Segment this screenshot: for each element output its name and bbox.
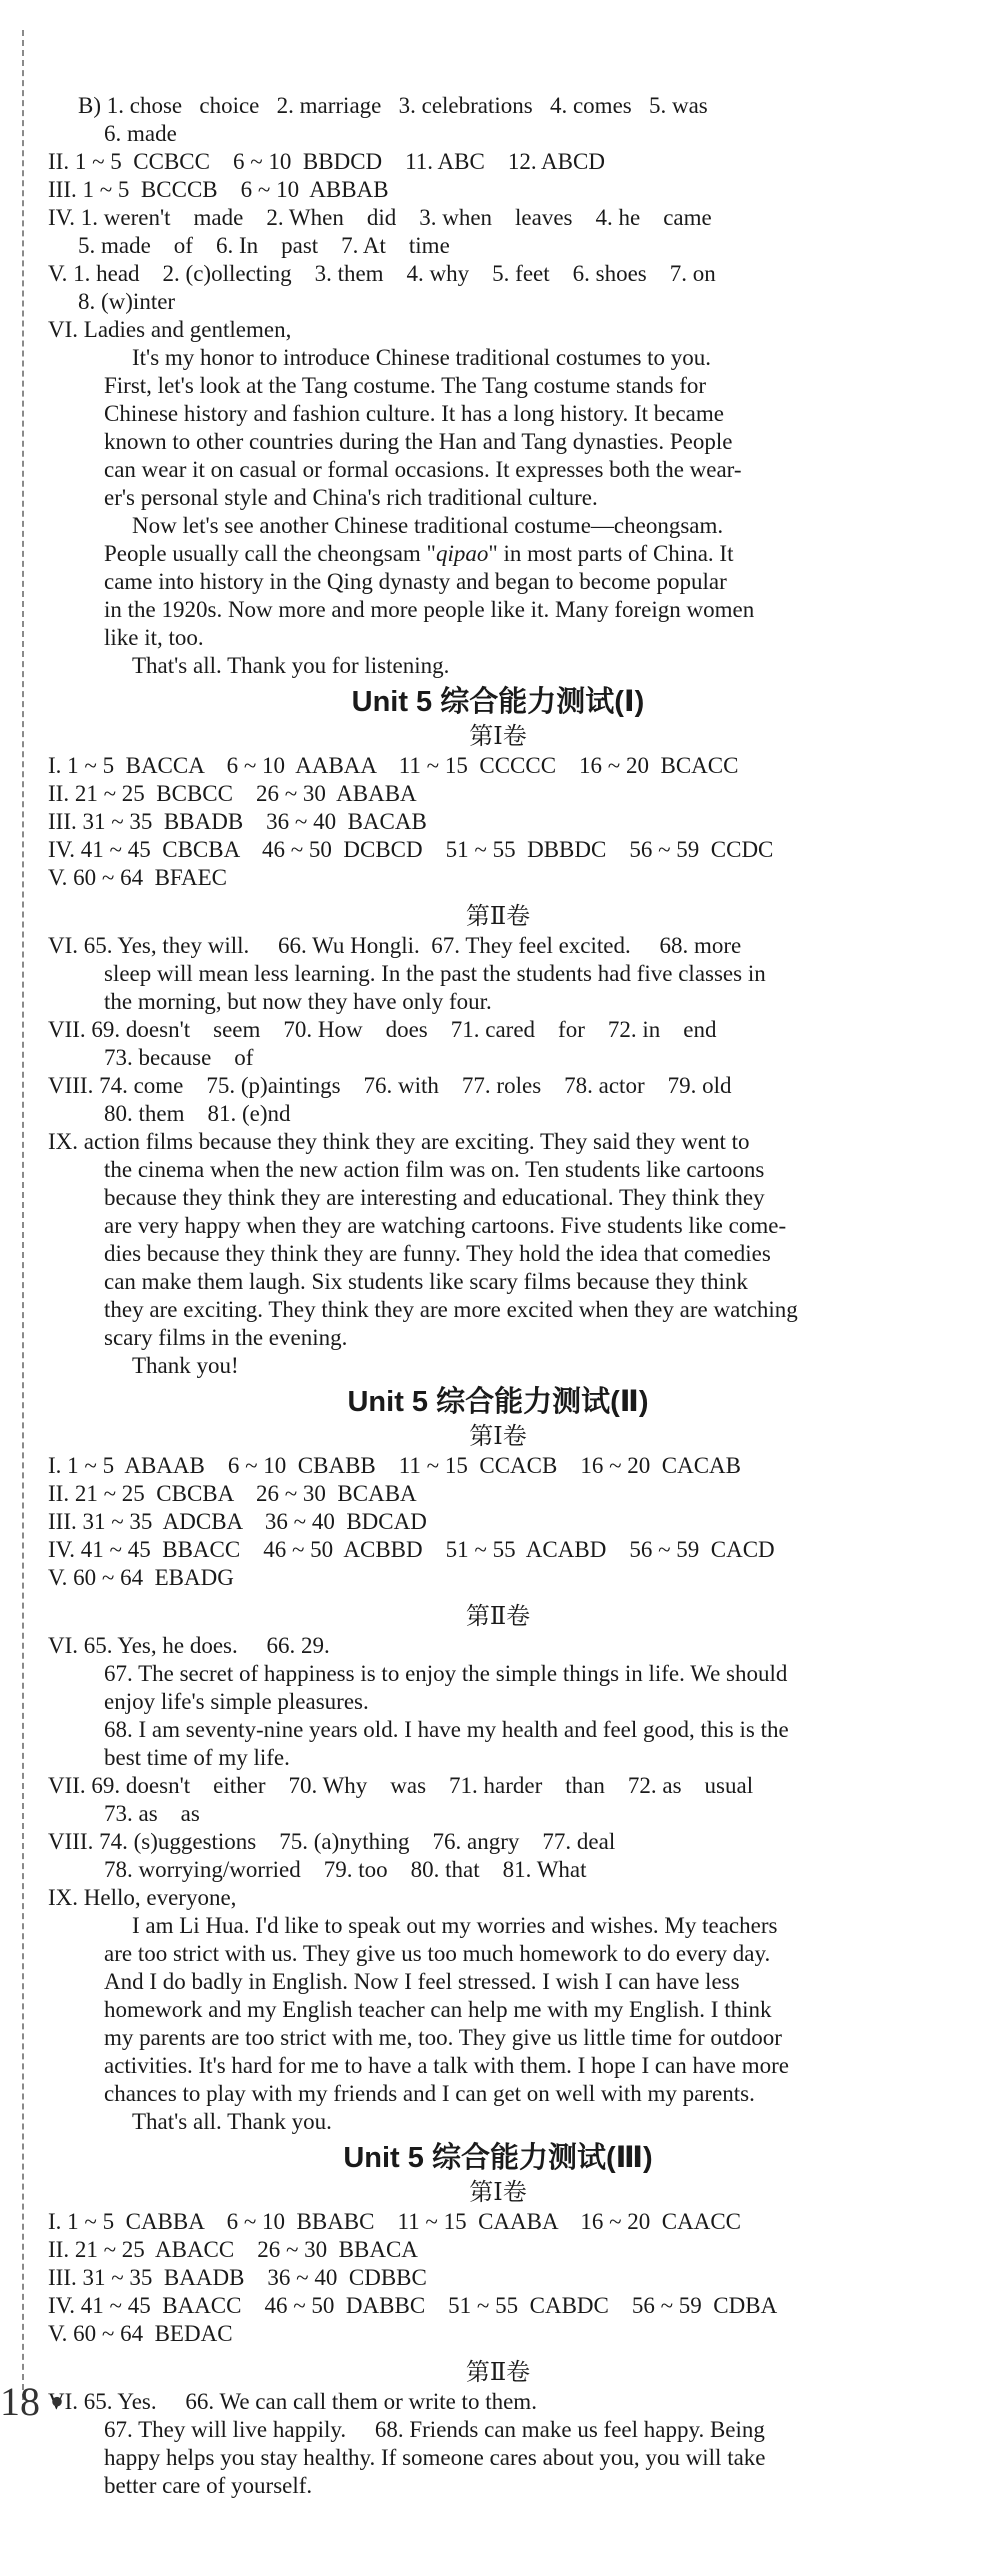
answer-line: can wear it on casual or formal occasions. It expresses both the wear- (104, 457, 742, 482)
answer-line: V. 1. head 2. (c)ollecting 3. them 4. why 5. feet 6. shoes 7. on (48, 261, 716, 286)
answer-line: the morning, but now they have only four. (104, 989, 492, 1014)
answer-line: known to other countries during the Han and Tang dynasties. People (104, 429, 733, 454)
answer-line: best time of my life. (104, 1745, 290, 1770)
answer-line: they are exciting. They think they are more excited when they are watching (104, 1297, 798, 1322)
answer-line: 78. worrying/worried 79. too 80. that 81. What (104, 1857, 587, 1882)
section-title: Unit 5 综合能力测试(Ⅱ) (347, 1386, 649, 1418)
answer-line: chances to play with my friends and I can get on well with my parents. (104, 2081, 755, 2106)
answer-line: IV. 41 ~ 45 BAACC 46 ~ 50 DABBC 51 ~ 55 CABDC 56 ~ 59 CDBA (48, 2293, 778, 2318)
answer-line: 68. I am seventy-nine years old. I have my health and feel good, this is the (104, 1717, 789, 1742)
answer-line: can make them laugh. Six students like scary films because they think (104, 1269, 748, 1294)
answer-line: IX. Hello, everyone, (48, 1885, 237, 1910)
part-heading: 第Ⅰ卷 (469, 1424, 527, 1450)
answer-line: V. 60 ~ 64 EBADG (48, 1565, 234, 1590)
answer-line: VI. Ladies and gentlemen, (48, 317, 292, 342)
answer-line: are too strict with us. They give us too much homework to do every day. (104, 1941, 771, 1966)
answer-line: VII. 69. doesn't either 70. Why was 71. harder than 72. as usual (48, 1773, 754, 1798)
answer-line: enjoy life's simple pleasures. (104, 1689, 369, 1714)
answer-line: And I do badly in English. Now I feel stressed. I wish I can have less (104, 1969, 740, 1994)
answer-line: First, let's look at the Tang costume. The Tang costume stands for (104, 373, 707, 398)
answer-line: B) 1. chose choice 2. marriage 3. celebrations 4. comes 5. was (78, 93, 708, 118)
binding-margin-dashed-line (22, 30, 24, 2410)
answer-line: IX. action films because they think they are exciting. They said they went to (48, 1129, 750, 1154)
answer-line: I am Li Hua. I'd like to speak out my worries and wishes. My teachers (132, 1913, 778, 1938)
answer-line: V. 60 ~ 64 BFAEC (48, 865, 228, 890)
answer-line: er's personal style and China's rich traditional culture. (104, 485, 598, 510)
answer-line: VIII. 74. (s)uggestions 75. (a)nything 76. angry 77. deal (48, 1829, 616, 1854)
answer-line: happy helps you stay healthy. If someone cares about you, you will take (104, 2445, 766, 2470)
answer-line: VII. 69. doesn't seem 70. How does 71. cared for 72. in end (48, 1017, 717, 1042)
answer-line: 73. as as (104, 1801, 200, 1826)
answer-line: my parents are too strict with me, too. They give us little time for outdoor (104, 2025, 782, 2050)
answer-line: 73. because of (104, 1045, 254, 1070)
answer-line: IV. 41 ~ 45 BBACC 46 ~ 50 ACBBD 51 ~ 55 ACABD 56 ~ 59 CACD (48, 1537, 775, 1562)
answer-line: V. 60 ~ 64 BEDAC (48, 2321, 233, 2346)
answer-line: scary films in the evening. (104, 1325, 348, 1350)
answer-line: III. 1 ~ 5 BCCCB 6 ~ 10 ABBAB (48, 177, 389, 202)
answer-line: 67. The secret of happiness is to enjoy the simple things in life. We should (104, 1661, 788, 1686)
answer-line: That's all. Thank you. (132, 2109, 332, 2134)
answer-line: II. 21 ~ 25 ABACC 26 ~ 30 BBACA (48, 2237, 418, 2262)
answer-line: came into history in the Qing dynasty and began to become popular (104, 569, 727, 594)
answer-line: II. 21 ~ 25 BCBCC 26 ~ 30 ABABA (48, 781, 417, 806)
answer-line: VI. 65. Yes. 66. We can call them or write to them. (48, 2389, 537, 2414)
spacer (48, 892, 948, 902)
part-heading: 第Ⅰ卷 (469, 724, 527, 750)
answer-line: VIII. 74. come 75. (p)aintings 76. with 77. roles 78. actor 79. old (48, 1073, 732, 1098)
answer-line: Thank you! (132, 1353, 239, 1378)
answer-line: III. 31 ~ 35 BAADB 36 ~ 40 CDBBC (48, 2265, 427, 2290)
answer-line: homework and my English teacher can help me with my English. I think (104, 1997, 772, 2022)
answer-line: IV. 1. weren't made 2. When did 3. when leaves 4. he came (48, 205, 712, 230)
spacer (48, 2348, 948, 2358)
answer-line: It's my honor to introduce Chinese traditional costumes to you. (132, 345, 712, 370)
answer-line: activities. It's hard for me to have a talk with them. I hope I can have more (104, 2053, 789, 2078)
part-heading: 第Ⅱ卷 (465, 2360, 531, 2386)
answer-line: in the 1920s. Now more and more people like it. Many foreign women (104, 597, 755, 622)
answer-line: People usually call the cheongsam "qipao" in most parts of China. It (104, 541, 734, 566)
answer-line: Chinese history and fashion culture. It has a long history. It became (104, 401, 724, 426)
answer-line: III. 31 ~ 35 ADCBA 36 ~ 40 BDCAD (48, 1509, 427, 1534)
answer-line: the cinema when the new action film was on. Ten students like cartoons (104, 1157, 765, 1182)
answer-line: II. 1 ~ 5 CCBCC 6 ~ 10 BBDCD 11. ABC 12. ABCD (48, 149, 605, 174)
answer-line: Now let's see another Chinese traditional costume—cheongsam. (132, 513, 724, 538)
answer-line: 8. (w)inter (78, 289, 176, 314)
answer-line: I. 1 ~ 5 CABBA 6 ~ 10 BBABC 11 ~ 15 CAABA 16 ~ 20 CAACC (48, 2209, 742, 2234)
page-number: 18 • (0, 2379, 65, 2424)
answer-line: because they think they are interesting and educational. They think they (104, 1185, 765, 1210)
section-title: Unit 5 综合能力测试(Ⅰ) (351, 686, 645, 718)
part-heading: 第Ⅱ卷 (465, 1604, 531, 1630)
answer-line: VI. 65. Yes, they will. 66. Wu Hongli. 67. They feel excited. 68. more (48, 933, 742, 958)
answer-line: sleep will mean less learning. In the past the students had five classes in (104, 961, 766, 986)
answer-line: III. 31 ~ 35 BBADB 36 ~ 40 BACAB (48, 809, 427, 834)
answer-line: better care of yourself. (104, 2473, 313, 2498)
answer-line: I. 1 ~ 5 ABAAB 6 ~ 10 CBABB 11 ~ 15 CCACB 16 ~ 20 CACAB (48, 1453, 742, 1478)
part-heading: 第Ⅰ卷 (469, 2180, 527, 2206)
answer-line: like it, too. (104, 625, 204, 650)
answer-line: 5. made of 6. In past 7. At time (78, 233, 450, 258)
answer-line: That's all. Thank you for listening. (132, 653, 450, 678)
part-heading: 第Ⅱ卷 (465, 904, 531, 930)
answer-line: dies because they think they are funny. They hold the idea that comedies (104, 1241, 771, 1266)
answer-line: 6. made (104, 121, 177, 146)
answer-line: IV. 41 ~ 45 CBCBA 46 ~ 50 DCBCD 51 ~ 55 DBBDC 56 ~ 59 CCDC (48, 837, 774, 862)
answer-line: I. 1 ~ 5 BACCA 6 ~ 10 AABAA 11 ~ 15 CCCCC 16 ~ 20 BCACC (48, 753, 739, 778)
answer-line: are very happy when they are watching cartoons. Five students like come- (104, 1213, 787, 1238)
answer-key-content (48, 92, 948, 2500)
section-title: Unit 5 综合能力测试(Ⅲ) (343, 2142, 653, 2174)
answer-line: 80. them 81. (e)nd (104, 1101, 291, 1126)
spacer (48, 1592, 948, 1602)
answer-line: 67. They will live happily. 68. Friends can make us feel happy. Being (104, 2417, 765, 2442)
answer-line: VI. 65. Yes, he does. 66. 29. (48, 1633, 330, 1658)
answer-line: II. 21 ~ 25 CBCBA 26 ~ 30 BCABA (48, 1481, 417, 1506)
